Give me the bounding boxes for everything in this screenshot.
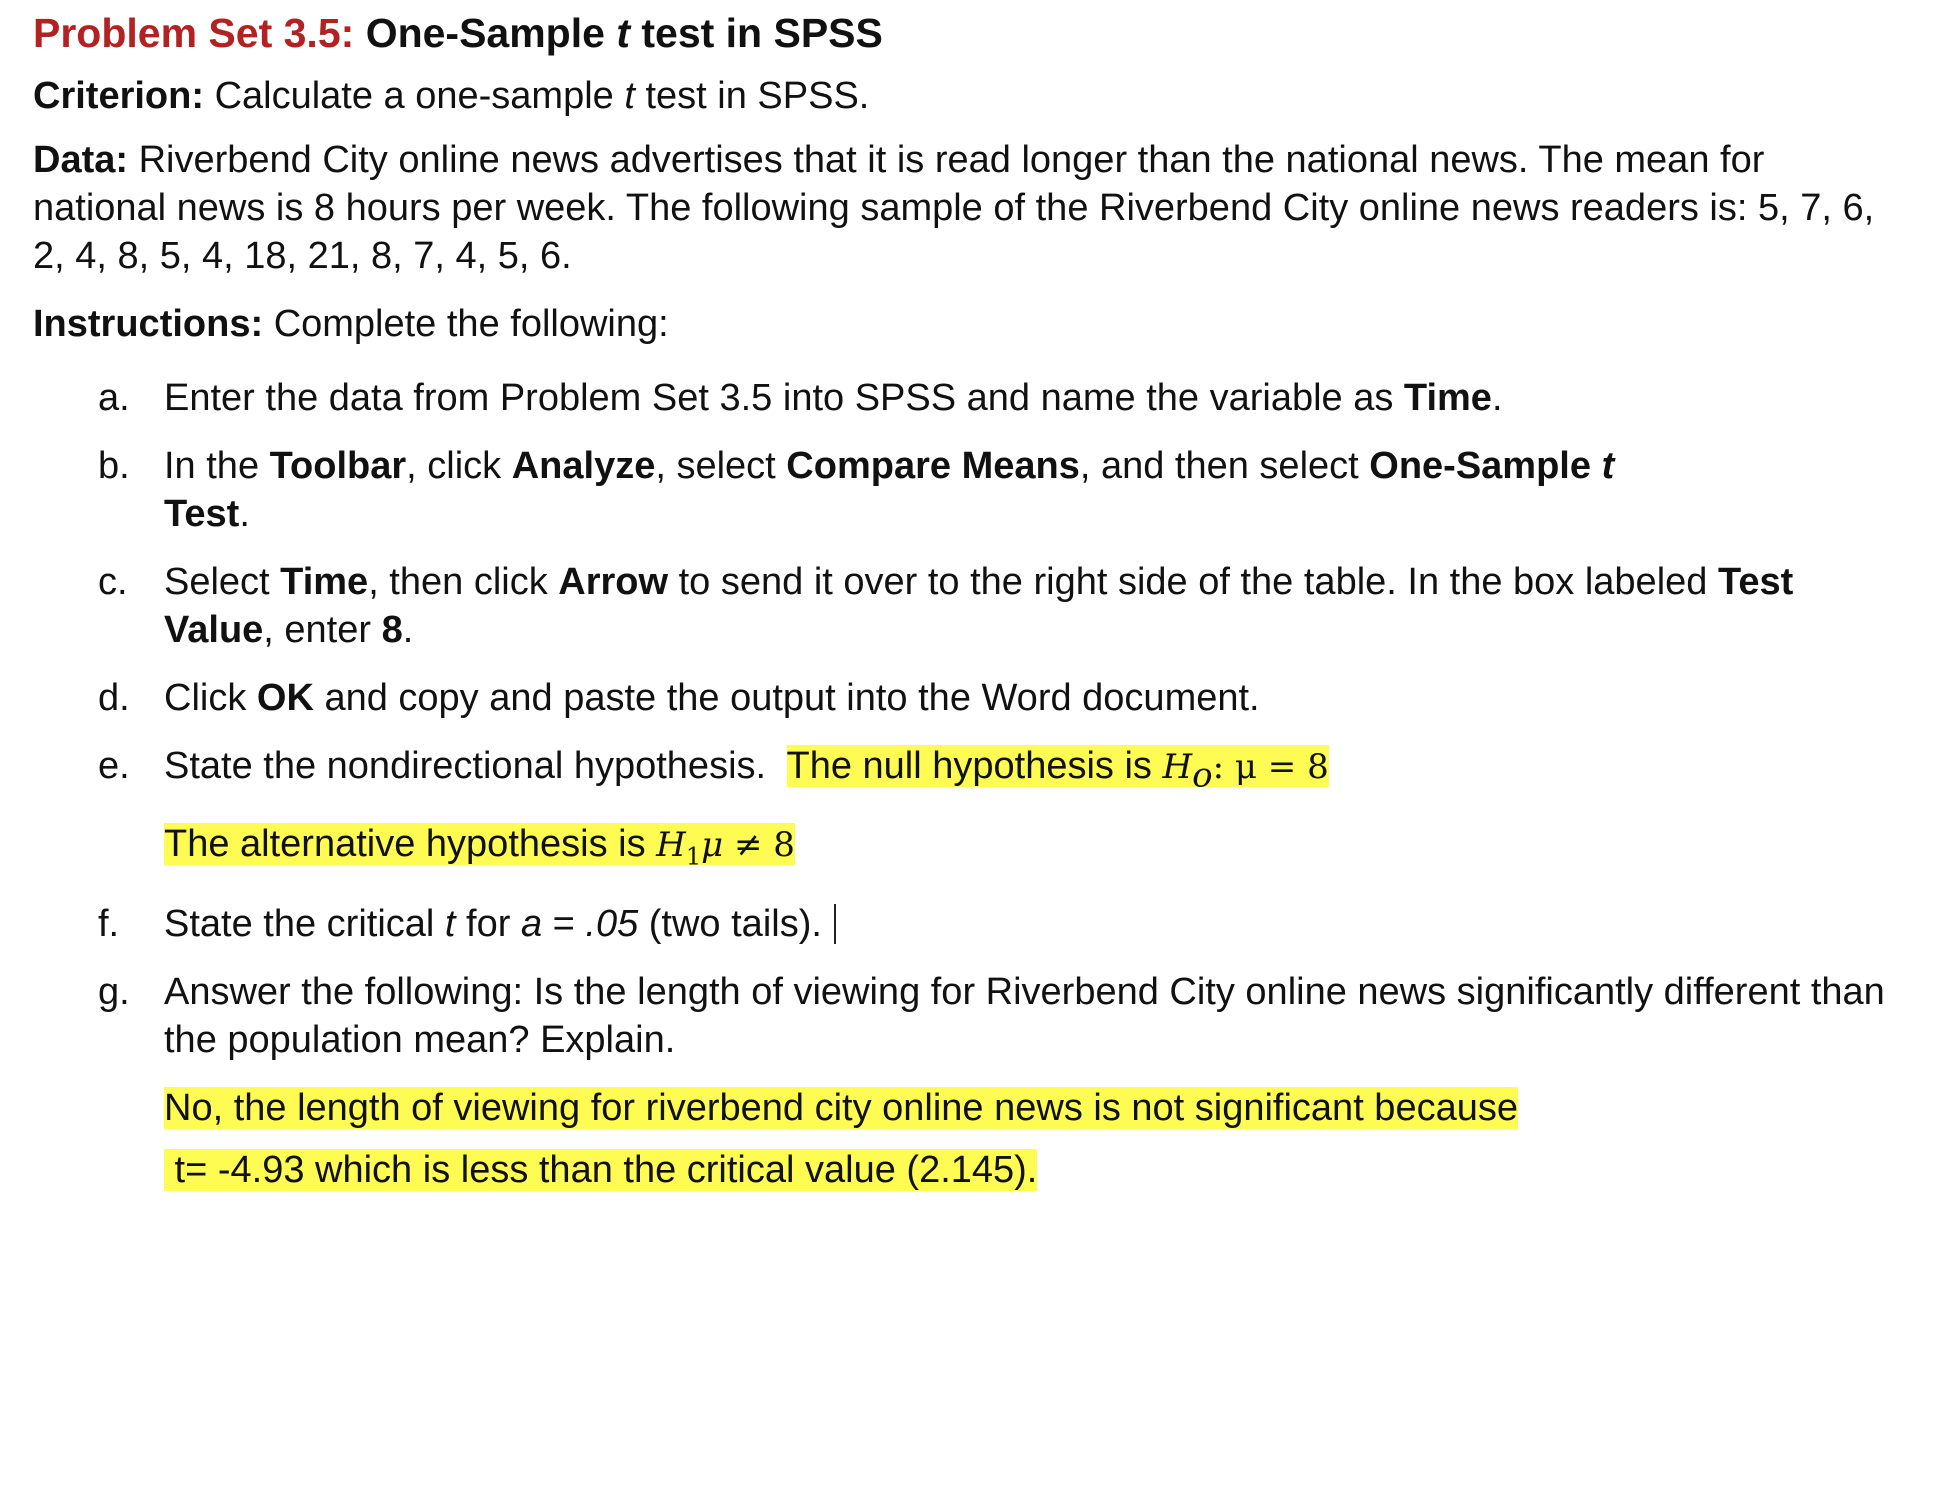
step-a-text-2: .: [1491, 377, 1503, 419]
step-b-bold-1: Toolbar: [269, 445, 407, 487]
step-b-text-2: , click: [406, 445, 512, 487]
data-paragraph: [33, 136, 1893, 280]
answer-highlight-1: No, the length of viewing for riverbend city online news is not significant because: [164, 1087, 1518, 1130]
title-problem-number: Problem Set 3.5:: [33, 10, 355, 56]
step-e-text: State the nondirectional hypothesis.: [164, 745, 767, 787]
step-c-bold-1: Time: [280, 561, 369, 603]
data-text: Riverbend City online news advertises that it is read longer than the national news. The mean for national news is 8 hours per week. The following sample of the Riverbend City online news readers is: 5, 7, 6, 2, 4, 8, 5, 4, 18, 21, 8, 7, 4, 5, 6.: [33, 139, 1875, 277]
null-hypothesis-H: H: [1162, 747, 1193, 787]
step-c-text-4: , enter: [263, 609, 382, 651]
alt-hypothesis-H: H: [656, 824, 686, 865]
step-b-text-3: , select: [655, 445, 787, 487]
title-text-1: One-Sample: [365, 10, 617, 56]
title-t: t: [616, 10, 630, 56]
step-b-text-4: , and then select: [1079, 445, 1370, 487]
step-d-bold-1: OK: [256, 677, 314, 719]
step-c-marker: c.: [98, 561, 128, 603]
step-c-text-5: .: [402, 609, 414, 651]
step-d: [98, 674, 1893, 722]
step-f-alpha-value: .05: [585, 903, 639, 946]
step-c: [98, 558, 1893, 654]
alt-hypothesis-sub: 1: [685, 842, 702, 871]
step-g-marker: g.: [98, 971, 130, 1014]
step-f-text-4: (two tails).: [638, 903, 822, 946]
null-hypothesis-highlight: [786, 745, 1329, 796]
null-hypothesis-sub: o: [1192, 755, 1213, 796]
step-c-bold-4: 8: [381, 609, 403, 651]
alt-hypothesis-equation: ≠ 8: [723, 824, 795, 865]
step-f-text-3: =: [542, 903, 586, 946]
step-c-text-1: Select: [164, 561, 281, 603]
step-c-text-3: to send it over to the right side of the table. In the box labeled: [668, 561, 1718, 603]
step-b-text-1: In the: [164, 445, 270, 487]
instruction-steps: [33, 374, 1893, 1194]
step-b-bold-5: Test: [164, 493, 240, 535]
criterion-paragraph: [33, 72, 1893, 120]
criterion-t: t: [624, 75, 635, 117]
alt-hypothesis-text: The alternative hypothesis is: [164, 822, 657, 865]
null-hypothesis-text: The null hypothesis is: [786, 745, 1163, 787]
step-g-text: Answer the following: Is the length of viewing for Riverbend City online news significantly different than the population mean? Explain.: [164, 971, 1885, 1062]
title-text-2: test in SPSS: [629, 10, 883, 56]
step-b-marker: b.: [98, 445, 130, 487]
step-b-bold-2: Analyze: [511, 445, 656, 487]
step-c-text-2: , then click: [368, 561, 559, 603]
page-title: [33, 6, 1893, 60]
instructions-text: Complete the following:: [273, 303, 669, 345]
step-b-bold-3: Compare Means: [786, 445, 1080, 487]
step-b-bold-t: t: [1601, 445, 1615, 487]
step-c-bold-3: Test Value: [164, 561, 1794, 651]
step-f-t: t: [444, 903, 456, 946]
step-f-marker: f.: [98, 903, 120, 946]
text-cursor[interactable]: [834, 904, 836, 944]
step-d-marker: d.: [98, 677, 130, 719]
step-f-a: a: [520, 903, 543, 946]
step-b-text-5: .: [239, 493, 250, 535]
null-hypothesis-equation: : μ = 8: [1212, 747, 1329, 787]
instructions-label: Instructions:: [33, 303, 264, 345]
step-a-text-1: Enter the data from Problem Set 3.5 into SPSS and name the variable as: [164, 377, 1404, 419]
step-g-answer-line-1: [98, 1084, 1893, 1132]
step-a: [98, 374, 1893, 422]
criterion-text-2: test in SPSS.: [634, 75, 870, 117]
step-b-bold-4: One-Sample: [1369, 445, 1602, 487]
document-page: [33, 6, 1893, 1214]
alt-hypothesis-mu: μ: [701, 824, 724, 865]
step-g-answer-line-2: [98, 1146, 1893, 1194]
step-a-marker: a.: [98, 377, 130, 419]
step-f-text-2: for: [455, 903, 521, 946]
criterion-label: Criterion:: [33, 75, 204, 117]
alt-hypothesis-highlight: [164, 822, 795, 871]
step-d-text-2: and copy and paste the output into the Word document.: [313, 677, 1260, 719]
criterion-text-1: Calculate a one-sample: [214, 75, 625, 117]
step-b: [98, 442, 1893, 538]
step-e: [98, 742, 1893, 800]
step-g: [98, 968, 1893, 1064]
step-c-bold-2: Arrow: [558, 561, 669, 603]
step-e-marker: e.: [98, 745, 130, 787]
answer-highlight-2: t= -4.93 which is less than the critical value (2.145).: [164, 1149, 1038, 1192]
step-a-bold-1: Time: [1403, 377, 1492, 419]
step-d-text-1: Click: [164, 677, 257, 719]
step-f-text-1: State the critical: [164, 903, 445, 946]
step-f: [98, 900, 1893, 948]
data-label: Data:: [33, 139, 129, 181]
instructions-paragraph: [33, 300, 1893, 348]
step-e-alternative: [98, 820, 1893, 881]
